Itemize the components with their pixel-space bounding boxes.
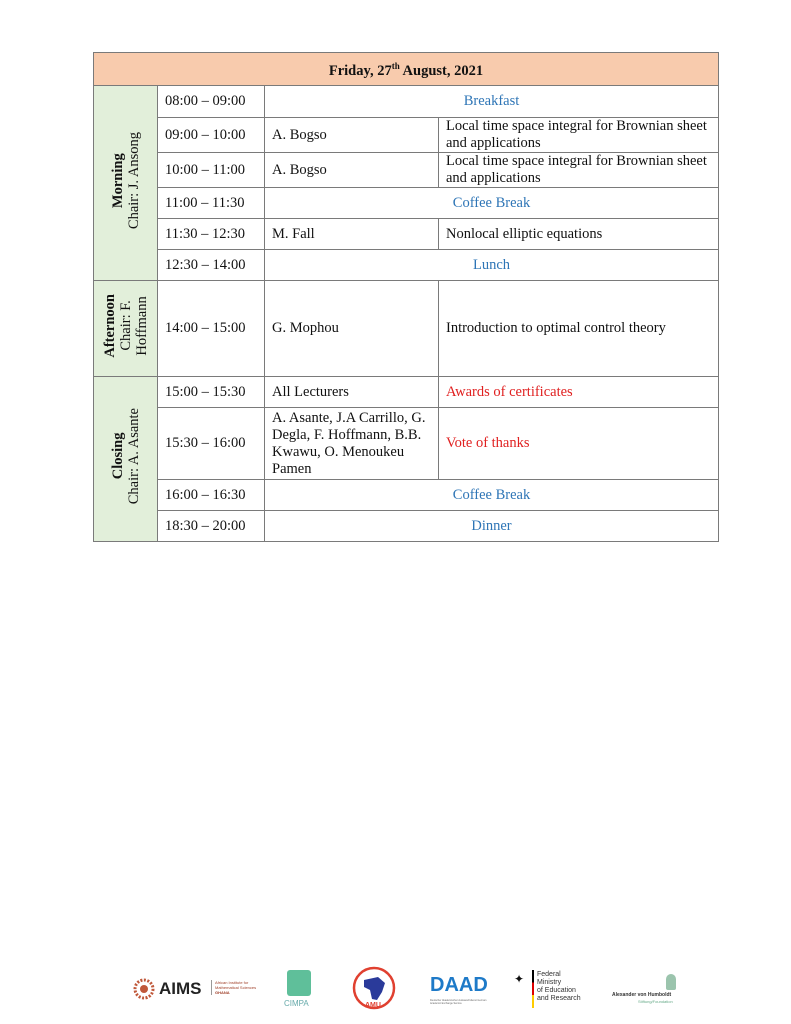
day-header: Friday, 27th August, 2021 [94,53,719,86]
flag-stripe [532,970,534,1008]
speaker-cell: A. Bogso [265,118,439,153]
bmbf-logo: ✦ Federal Ministry of Education and Research [514,970,584,1014]
aims-emblem-icon [133,978,155,1000]
time-cell: 14:00 – 15:00 [158,281,265,377]
sponsor-logos [0,962,791,1022]
talk-title: Local time space integral for Brownian sheet and applications [439,118,719,153]
talk-title: Introduction to optimal control theory [439,281,719,377]
session-closing: Closing Chair: A. Asante [94,377,158,542]
speaker-cell: M. Fall [265,219,439,250]
speaker-cell: All Lecturers [265,377,439,408]
time-cell: 15:30 – 16:00 [158,408,265,480]
event-dinner: Dinner [265,511,719,542]
time-cell: 09:00 – 10:00 [158,118,265,153]
event-breakfast: Breakfast [265,86,719,118]
talk-title: Nonlocal elliptic equations [439,219,719,250]
cimpa-logo: CIMPA [284,970,316,1012]
amu-logo: AMU [352,966,396,1014]
cimpa-emblem-icon [287,970,311,996]
eagle-icon: ✦ [514,972,525,986]
ceremony-title: Awards of certificates [439,377,719,408]
speaker-cell: A. Bogso [265,153,439,188]
time-cell: 08:00 – 09:00 [158,86,265,118]
time-cell: 11:00 – 11:30 [158,188,265,219]
event-coffee-break: Coffee Break [265,188,719,219]
event-lunch: Lunch [265,250,719,281]
talk-title: Local time space integral for Brownian sheet and applications [439,153,719,188]
speaker-cell: A. Asante, J.A Carrillo, G. Degla, F. Hoffmann, B.B. Kwawu, O. Menoukeu Pamen [265,408,439,480]
event-coffee-break: Coffee Break [265,480,719,511]
schedule-table [93,52,719,542]
time-cell: 11:30 – 12:30 [158,219,265,250]
humboldt-logo: Alexander von Humboldt Stiftung/Foundation [612,974,692,1008]
time-cell: 15:00 – 15:30 [158,377,265,408]
session-morning: Morning Chair: J. Ansong [94,86,158,281]
speaker-cell: G. Mophou [265,281,439,377]
humboldt-portrait-icon [666,974,676,990]
time-cell: 18:30 – 20:00 [158,511,265,542]
time-cell: 12:30 – 14:00 [158,250,265,281]
session-afternoon: Afternoon Chair: F. Hoffmann [94,281,158,377]
daad-logo: DAAD Deutscher Akademischer Austauschdienst German Academic Exchange Service [430,974,488,1005]
aims-logo: AIMS African Institute for Mathematical Sciences GHANA [133,978,263,1002]
time-cell: 10:00 – 11:00 [158,153,265,188]
time-cell: 16:00 – 16:30 [158,480,265,511]
ceremony-title: Vote of thanks [439,408,719,480]
